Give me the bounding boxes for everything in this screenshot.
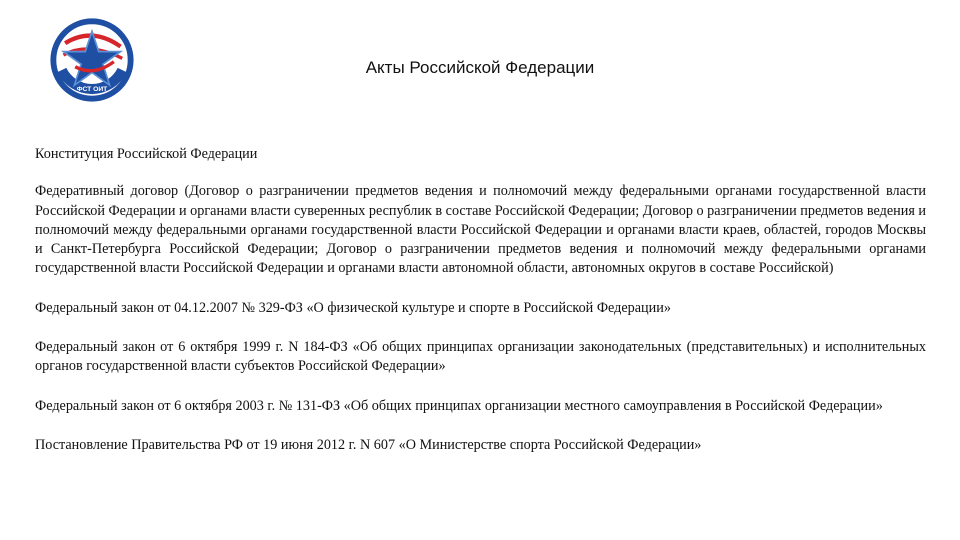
logo-ring-text: ФСТ ОИТ [76, 86, 108, 94]
slide-title: Акты Российской Федерации [365, 58, 595, 77]
act-resolution-607: Постановление Правительства РФ от 19 июня 2012 г. N 607 «О Министерстве спорта Российской Федерации» [35, 436, 702, 453]
acts-list [35, 145, 926, 475]
act-law-184-fz: Федеральный закон от 6 октября 1999 г. N 184-ФЗ «Об общих принципах организации законодательных (представительных) и исполнительных органов государственной власти субъектов Российской Федерации» [35, 339, 926, 375]
act-federative-treaty: Федеративный договор (Договор о разграничении предметов ведения и полномочий между федеральными органами государственной власти Российской Федерации и органами власти суверенных республик в составе Российской Федерации; Договор о разграничении предметов ведения и полномочий между федеральными органами государственной власти Российской Федерации и органами власти краев, областей, городов Москвы и Санкт-Петербурга Российской Федерации; Договор о разграничении предметов ведения и полномочий между федеральными органами государственной власти Российской Федерации и органами власти автономной области, автономных округов в составе Российской) [35, 183, 926, 277]
act-law-131-fz: Федеральный закон от 6 октября 2003 г. № 131-ФЗ «Об общих принципах организации местного самоуправления в Российской Федерации» [35, 397, 883, 414]
act-constitution: Конституция Российской Федерации [35, 146, 258, 162]
act-law-329-fz: Федеральный закон от 04.12.2007 № 329-ФЗ «О физической культуре и спорте в Российской Федерации» [35, 299, 671, 316]
